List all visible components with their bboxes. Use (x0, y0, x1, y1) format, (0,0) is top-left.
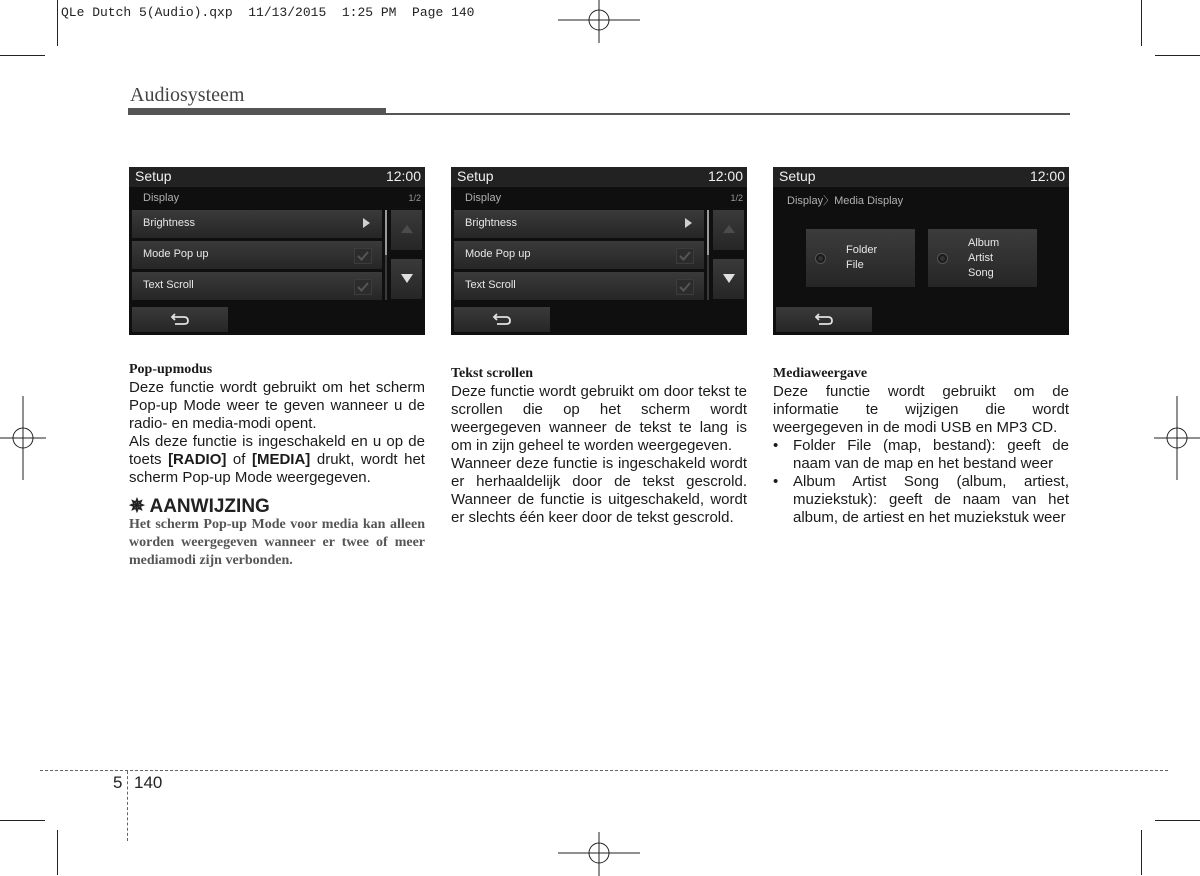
screen-breadcrumb: Display〉Media Display (787, 195, 904, 207)
page-indicator: 1/2 (408, 193, 421, 203)
scroll-up-button[interactable] (713, 210, 744, 250)
registration-mark-icon (558, 0, 640, 43)
registration-mark-icon (0, 396, 46, 480)
radio-icon (937, 253, 948, 264)
crop-mark (1155, 820, 1200, 821)
menu-row-mode-pop-up[interactable] (132, 241, 382, 269)
screen-title: Setup (779, 168, 816, 184)
note-body: Het scherm Pop-up Mode voor media kan alleen worden weergegeven wanneer er twee of meer mediamodi zijn verbonden. (129, 517, 425, 568)
registration-mark-icon (1154, 396, 1200, 480)
footer-divider (127, 771, 128, 841)
menu-row-label: Brightness (465, 217, 517, 229)
crop-mark (1155, 55, 1200, 56)
page-number: 140 (134, 773, 163, 792)
checkbox-icon[interactable] (354, 248, 372, 264)
back-icon (814, 312, 834, 326)
radio-key-label: [RADIO] (168, 451, 227, 468)
bullet-text: Album Artist Song (album, artiest, muziekstuk): geeft de naam van het album, de artiest en het muziekstuk weer (793, 473, 1069, 526)
crop-mark (57, 0, 58, 46)
text-span: drukt, wordt het scherm Pop-up Mode weergegeven. (129, 451, 425, 486)
back-button[interactable] (132, 307, 228, 332)
column-text-scroll (451, 365, 747, 527)
option-label: File (846, 259, 864, 271)
checkbox-icon[interactable] (354, 279, 372, 295)
arrow-up-icon (723, 225, 735, 233)
scroll-down-button[interactable] (713, 259, 744, 299)
heading-tekst-scrollen: Tekst scrollen (451, 366, 534, 381)
chapter-number: 5 (113, 773, 123, 792)
arrow-down-icon (401, 274, 413, 283)
menu-row-mode-pop-up[interactable] (454, 241, 704, 269)
screenshot-media-display (773, 167, 1069, 335)
checkbox-icon[interactable] (676, 248, 694, 264)
title-rule (386, 113, 1070, 115)
option-label: Artist (968, 252, 994, 264)
screen-header (129, 167, 425, 187)
note-heading: ✵ AANWIJZING (129, 496, 270, 517)
screen-title: Setup (135, 168, 172, 184)
footer-rule (40, 770, 1168, 771)
screenshot-display-setup (451, 167, 747, 335)
radio-icon (815, 253, 826, 264)
crop-mark (0, 55, 45, 56)
menu-row-label: Mode Pop up (143, 248, 209, 260)
scrollbar-thumb[interactable] (385, 210, 387, 255)
arrow-down-icon (723, 274, 735, 283)
option-label: Song (968, 267, 994, 279)
screen-title: Setup (457, 168, 494, 184)
paragraph (129, 433, 425, 487)
menu-row-label: Brightness (143, 217, 195, 229)
bullet-text: Folder File (map, bestand): geeft de naam van de map en het bestand weer (793, 437, 1069, 472)
paragraph: Deze functie wordt gebruikt om door tekst te scrollen die op het scherm wordt weergegeven wanneer de tekst te lang is om in zijn geheel te worden weergegeven. (451, 383, 747, 454)
bullet-mark: • (773, 473, 779, 490)
option-folder-file[interactable] (806, 229, 915, 287)
heading-mediaweergave: Mediaweergave (773, 366, 868, 381)
menu-row-brightness[interactable] (132, 210, 382, 238)
back-button[interactable] (776, 307, 872, 332)
crop-mark (0, 820, 45, 821)
screenshot-display-setup (129, 167, 425, 335)
column-media-display (773, 365, 1069, 527)
paragraph: Deze functie wordt gebruikt om de informatie te wijzigen die wordt weergegeven in de modi USB en MP3 CD. (773, 383, 1069, 436)
option-album-artist-song[interactable] (928, 229, 1037, 287)
menu-row-brightness[interactable] (454, 210, 704, 238)
screen-clock: 12:00 (385, 168, 421, 184)
menu-row-label: Mode Pop up (465, 248, 531, 260)
title-rule (128, 108, 386, 115)
menu-row-label: Text Scroll (465, 279, 516, 291)
crop-mark (1141, 830, 1142, 875)
bullet-item (773, 437, 1069, 473)
option-label: Album (968, 237, 1000, 249)
scrollbar-thumb[interactable] (707, 210, 709, 255)
media-key-label: [MEDIA] (251, 451, 311, 468)
heading-pop-upmodus: Pop-upmodus (129, 362, 213, 377)
option-label: Folder (846, 244, 878, 256)
bullet-mark: • (773, 437, 779, 454)
crop-mark (57, 830, 58, 875)
arrow-up-icon (401, 225, 413, 233)
back-icon (492, 312, 512, 326)
bullet-item (773, 473, 1069, 527)
scroll-up-button[interactable] (391, 210, 422, 250)
column-pop-up-mode (129, 361, 425, 570)
text-span: of (226, 451, 252, 468)
arrow-right-icon (685, 218, 692, 228)
screen-clock: 12:00 (1029, 168, 1065, 184)
screen-clock: 12:00 (707, 168, 743, 184)
print-header: QLe Dutch 5(Audio).qxp 11/13/2015 1:25 PM Page 140 (61, 5, 475, 20)
back-button[interactable] (454, 307, 550, 332)
screen-subtitle: Display (465, 192, 502, 204)
checkbox-icon[interactable] (676, 279, 694, 295)
screen-subtitle: Display (143, 192, 180, 204)
registration-mark-icon (558, 832, 640, 876)
crop-mark (1141, 0, 1142, 46)
section-title: Audiosysteem (130, 84, 245, 106)
paragraph: Wanneer deze functie is ingeschakeld wordt er herhaaldelijk door de tekst gescrold. Wanneer de functie is uitgeschakeld, wordt er slechts één keer door de tekst gescrold. (451, 455, 747, 526)
menu-row-text-scroll[interactable] (454, 272, 704, 300)
scroll-down-button[interactable] (391, 259, 422, 299)
paragraph: Deze functie wordt gebruikt om het scherm Pop-up Mode weer te geven wanneer u de radio- en media-modi opent. (129, 379, 425, 432)
back-icon (170, 312, 190, 326)
page-indicator: 1/2 (730, 193, 743, 203)
screen-header (451, 167, 747, 187)
screen-header (773, 167, 1069, 187)
text-span: Als deze functie is ingeschakeld en u op de toets (129, 433, 425, 468)
menu-row-label: Text Scroll (143, 279, 194, 291)
arrow-right-icon (363, 218, 370, 228)
menu-row-text-scroll[interactable] (132, 272, 382, 300)
